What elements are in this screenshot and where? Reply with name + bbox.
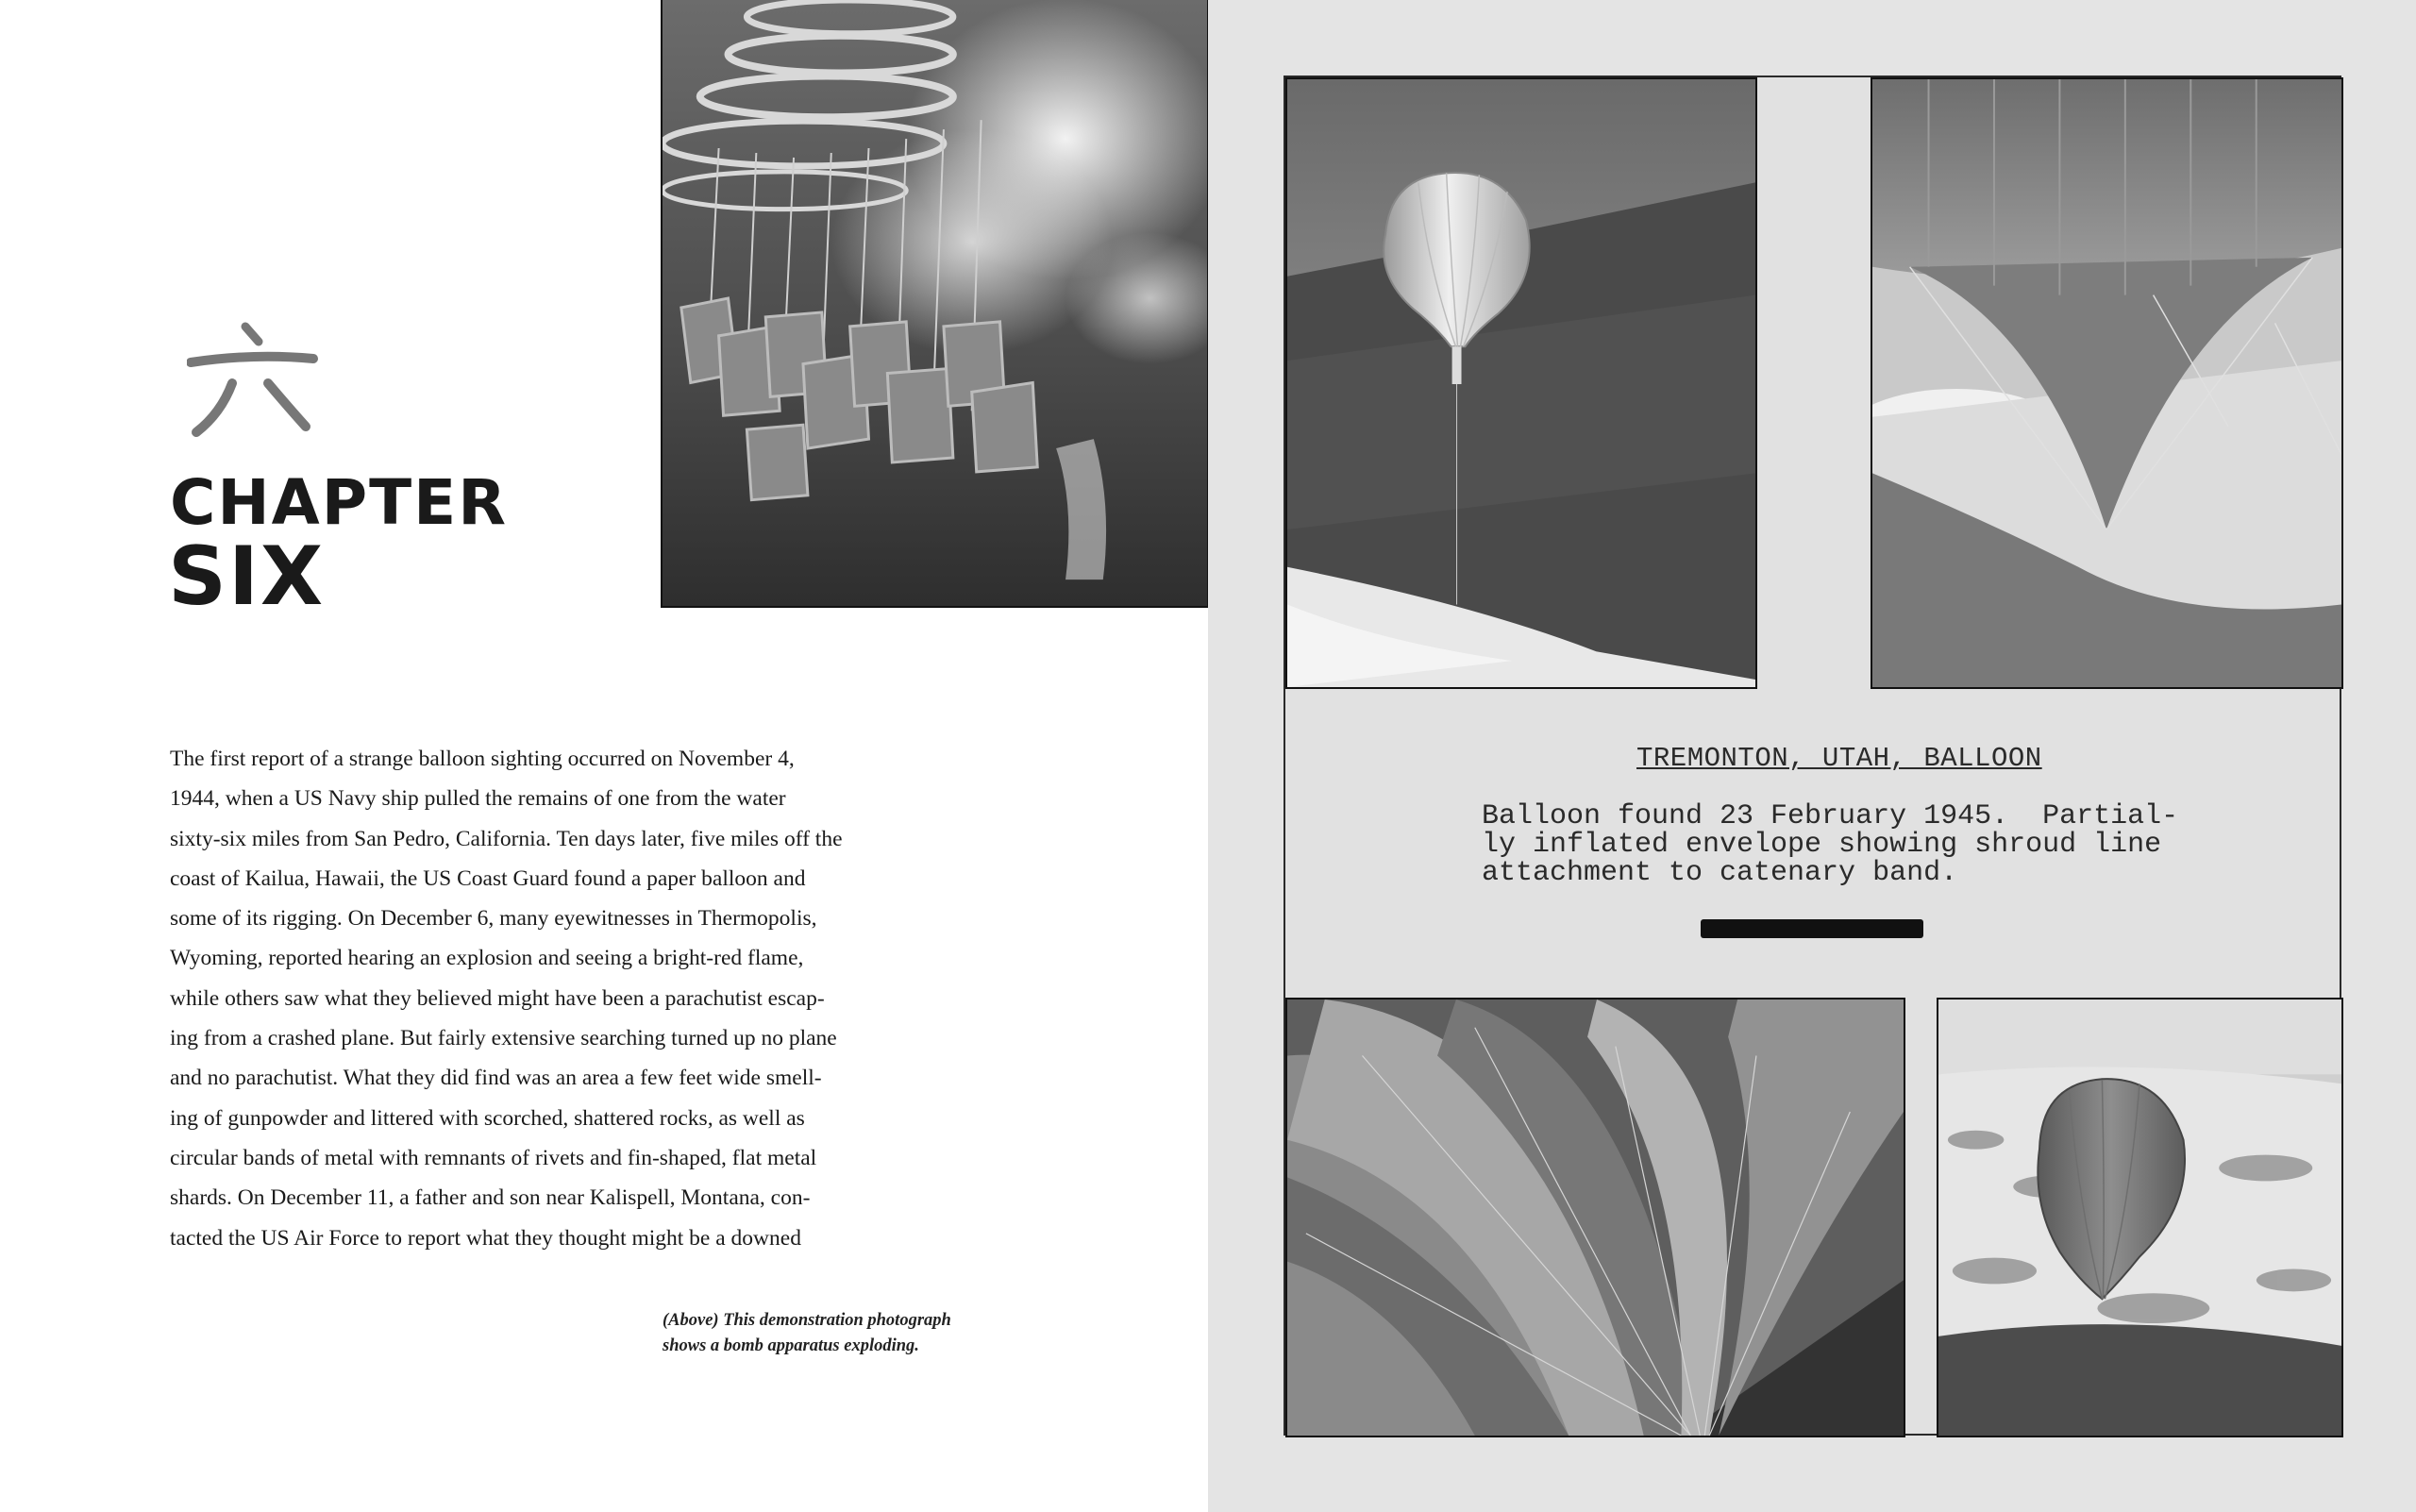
photo-caption <box>663 1308 1021 1359</box>
body-line: Wyoming, reported hearing an explosion and seeing a bright-red flame, <box>170 946 804 971</box>
body-line: tacted the US Air Force to report what they thought might be a downed <box>170 1225 801 1251</box>
balloon-hillside-photo <box>1285 77 1757 689</box>
balloon-snowfield-photo <box>1937 998 2343 1437</box>
balloon-envelope-closeup-photo <box>1871 77 2343 689</box>
body-line: ing from a crashed plane. But fairly extensive searching turned up no plane <box>170 1026 837 1051</box>
body-line: and no parachutist. What they did find was an area a few feet wide smell- <box>170 1066 822 1091</box>
body-text <box>170 739 906 1258</box>
collapsed-envelope-photo <box>1285 998 1905 1437</box>
caption-line: shows a bomb apparatus exploding. <box>663 1336 919 1355</box>
document-title: TREMONTON, UTAH, BALLOON <box>1636 743 2042 774</box>
body-line: some of its rigging. On December 6, many eyewitnesses in Thermopolis, <box>170 906 817 932</box>
body-line: shards. On December 11, a father and son near Kalispell, Montana, con- <box>170 1185 811 1211</box>
body-line: The first report of a strange balloon sighting occurred on November 4, <box>170 747 795 771</box>
chapter-number: SIX <box>168 529 326 624</box>
archival-photo-board <box>1284 76 2341 1436</box>
document-line: attachment to catenary band. <box>1482 857 1958 889</box>
bomb-apparatus-photo <box>661 0 1209 608</box>
body-line: ing of gunpowder and littered with scorched, shattered rocks, as well as <box>170 1105 805 1131</box>
redaction-bar <box>1701 919 1923 938</box>
body-line: while others saw what they believed might have been a parachutist escap- <box>170 985 825 1011</box>
document-line: ly inflated envelope showing shroud line <box>1482 829 2162 861</box>
chapter-label: CHAPTER <box>170 466 509 539</box>
caption-line: (Above) This demonstration photograph <box>663 1311 951 1330</box>
kanji-six-glyph <box>187 321 319 444</box>
document-line: Balloon found 23 February 1945. Partial- <box>1482 800 2179 832</box>
body-line: sixty-six miles from San Pedro, California. Ten days later, five miles off the <box>170 826 843 851</box>
body-line: 1944, when a US Navy ship pulled the remains of one from the water <box>170 786 786 812</box>
body-line: circular bands of metal with remnants of rivets and fin-shaped, flat metal <box>170 1145 817 1170</box>
body-line: coast of Kailua, Hawaii, the US Coast Guard found a paper balloon and <box>170 865 806 891</box>
